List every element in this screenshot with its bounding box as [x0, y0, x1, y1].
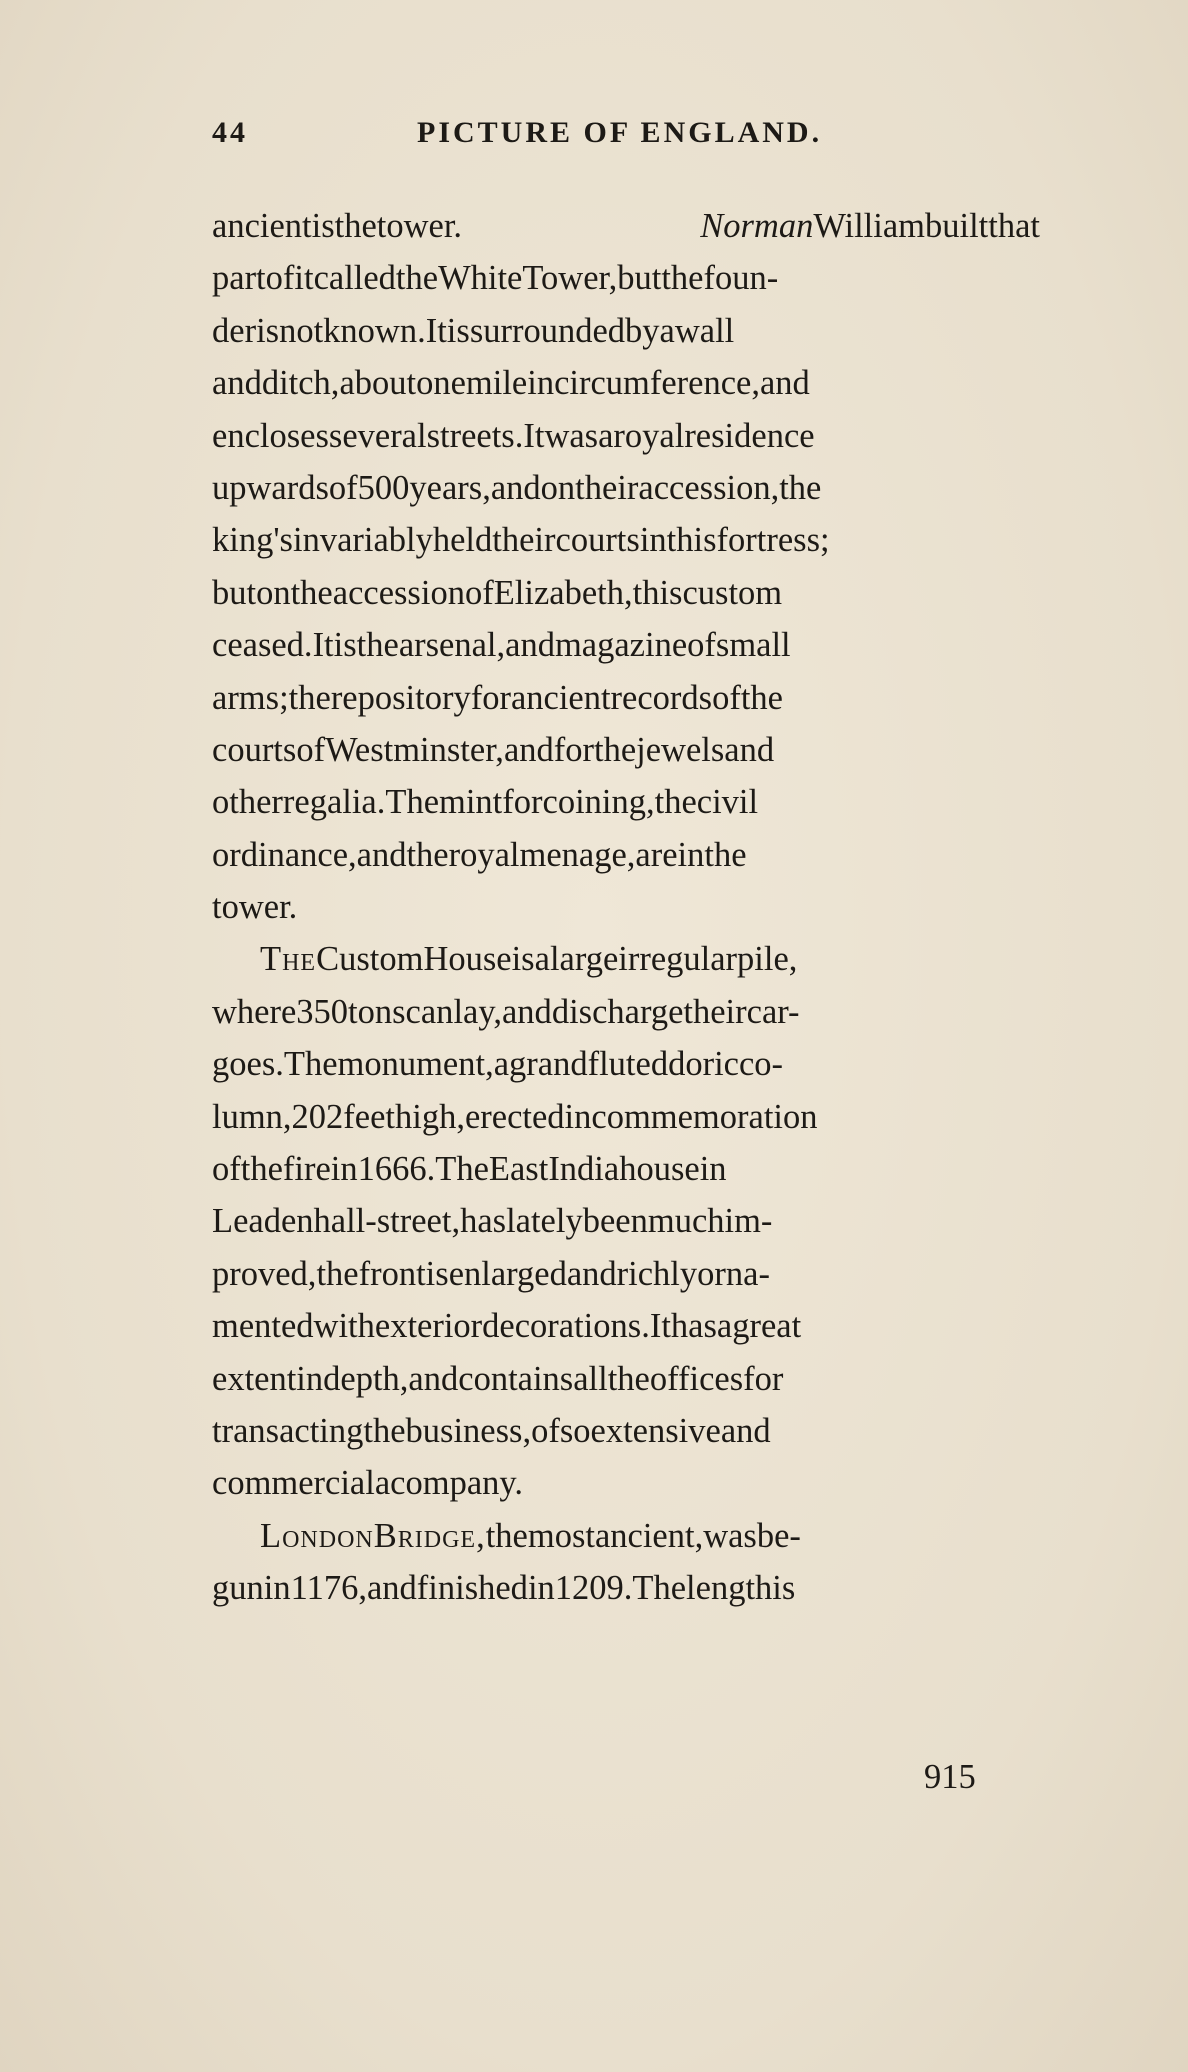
word: courtsofWestminster,andforthejewelsand: [212, 730, 775, 769]
word: andditch,aboutonemileincircumference,and: [212, 364, 810, 403]
text-line: [212, 514, 1040, 566]
page-number: 44: [212, 116, 248, 149]
word: where350tonscanlay,anddischargetheircar-: [212, 992, 800, 1031]
text-line: [212, 1353, 1040, 1405]
word: upwardsof500years,andontheiraccession,the: [212, 468, 822, 507]
word: commercialacompany.: [212, 1464, 524, 1503]
text-line: [212, 1248, 1040, 1300]
text-line: [212, 776, 1040, 828]
text-line: [212, 1300, 1040, 1352]
word: mentedwithexteriordecorations.Ithasagreat: [212, 1307, 802, 1346]
word: lumn,202feethigh,erectedincommemoration: [212, 1097, 818, 1136]
text-line: [212, 672, 1040, 724]
word: Leadenhall-street,haslatelybeenmuchim-: [212, 1202, 773, 1241]
word: transactingthebusiness,ofsoextensiveand: [212, 1411, 771, 1450]
word: otherregalia.Themintforcoining,thecivil: [212, 783, 759, 822]
text-line: [212, 1405, 1040, 1457]
word: derisnotknown.Itissurroundedbyawall: [212, 311, 735, 350]
text-line: [212, 933, 1040, 985]
word: TheCustomHouseisalargeirregularpile,: [260, 940, 798, 979]
word: tower.: [212, 888, 298, 927]
text-line: [212, 881, 1040, 933]
text-line: [212, 724, 1040, 776]
text-line: [212, 357, 1040, 409]
word: ordinance,andtheroyalmenage,areinthe: [212, 835, 747, 874]
text-line: [212, 1457, 1040, 1509]
text-line: [212, 200, 1040, 252]
running-head: PICTURE OF ENGLAND.: [417, 116, 823, 149]
word: ofthefirein1666.TheEastIndiahousein: [212, 1150, 727, 1189]
text-line: [212, 410, 1040, 462]
text-line: [212, 1195, 1040, 1247]
word: partofitcalledtheWhiteTower,butthefoun-: [212, 259, 779, 298]
word: gunin1176,andfinishedin1209.Thelengthis: [212, 1569, 796, 1608]
catchword: 915: [924, 1758, 976, 1796]
text-line: [212, 567, 1040, 619]
text-line: [212, 305, 1040, 357]
word: proved,thefrontisenlargedandrichlyorna-: [212, 1254, 770, 1293]
word: LondonBridge,themostancient,wasbe-: [260, 1516, 801, 1555]
word: goes.Themonument,agrandfluteddoricco-: [212, 1045, 784, 1084]
word: butontheaccessionofElizabeth,thiscustom: [212, 573, 783, 612]
text-line: [212, 619, 1040, 671]
text-line: [212, 1038, 1040, 1090]
page-header: [212, 116, 1012, 166]
text-line: [212, 986, 1040, 1038]
body-text: [212, 200, 1040, 1615]
text-line: [212, 1510, 1040, 1562]
word: extentindepth,andcontainsalltheofficesfor: [212, 1359, 784, 1398]
word: enclosesseveralstreets.Itwasaroyalresidence: [212, 416, 815, 455]
text-line: [212, 1143, 1040, 1195]
word: king'sinvariablyheldtheircourtsinthisfortress;: [212, 521, 830, 560]
word: arms;therepositoryforancientrecordsofthe: [212, 678, 783, 717]
word: ancientisthetower.: [212, 207, 463, 245]
text-line: [212, 1562, 1040, 1614]
text-line: [212, 1091, 1040, 1143]
text-line: [212, 829, 1040, 881]
text-line: [212, 462, 1040, 514]
word: NormanWilliambuiltthat: [700, 207, 1040, 245]
word: ceased.Itisthearsenal,andmagazineofsmall: [212, 626, 791, 665]
text-line: [212, 252, 1040, 304]
